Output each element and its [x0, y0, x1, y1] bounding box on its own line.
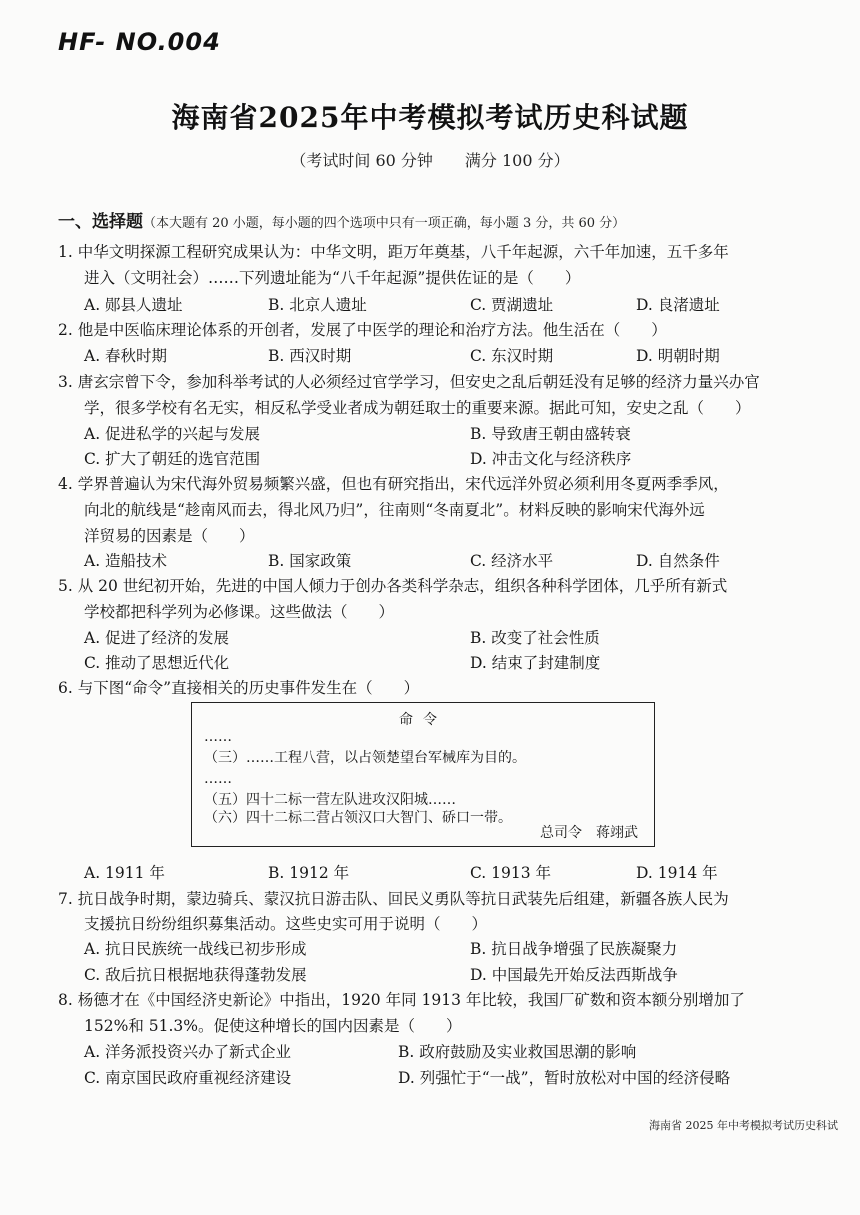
question-1-option-c: C. 贾湖遗址: [470, 296, 554, 314]
order-line-2: （三）……工程八营，以占领楚望台军械库为目的。: [204, 750, 526, 766]
question-3-line-2: 学，很多学校有名无实，相反私学受业者成为朝廷取士的重要来源。据此可知，安史之乱（ ）: [84, 399, 751, 417]
page-footer: 海南省 2025 年中考模拟考试历史科试: [649, 1119, 838, 1132]
question-1-line-1: 1. 中华文明探源工程研究成果认为：中华文明，距万年奠基，八千年起源，六千年加速，五千多年: [58, 243, 729, 261]
question-2-line-1: 2. 他是中医临床理论体系的开创者，发展了中医学的理论和治疗方法。他生活在（ ）: [58, 321, 667, 339]
paper-code: HF- NO.004: [58, 28, 221, 56]
question-8-option-b: B. 政府鼓励及实业救国思潮的影响: [398, 1043, 637, 1061]
question-7-line-1: 7. 抗日战争时期，蒙边骑兵、蒙汉抗日游击队、回民义勇队等抗日武装先后组建，新疆各族人民为: [58, 890, 729, 908]
question-4-line-2: 向北的航线是“趁南风而去，得北风乃归”，往南则“冬南夏北”。材料反映的影响宋代海外远: [84, 501, 705, 519]
question-5-line-1: 5. 从 20 世纪初开始，先进的中国人倾力于创办各类科学杂志，组织各种科学团体，几乎所有新式: [58, 577, 728, 595]
question-8-option-d: D. 列强忙于“一战”，暂时放松对中国的经济侵略: [398, 1069, 731, 1087]
question-7-option-d: D. 中国最先开始反法西斯战争: [470, 966, 678, 984]
order-title: 命令: [399, 712, 447, 728]
question-4-option-d: D. 自然条件: [636, 552, 720, 570]
question-3-option-d: D. 冲击文化与经济秩序: [470, 450, 632, 468]
question-5-line-2: 学校都把科学列为必修课。这些做法（ ）: [84, 603, 395, 621]
question-5-option-c: C. 推动了思想近代化: [84, 654, 230, 672]
order-line-4: （五）四十二标一营左队进攻汉阳城……: [204, 792, 456, 808]
section-note: （本大题有 20 小题，每小题的四个选项中只有一项正确，每小题 3 分，共 60 分）: [143, 216, 626, 231]
question-7-option-a: A. 抗日民族统一战线已初步形成: [84, 940, 307, 958]
question-8-line-1: 8. 杨德才在《中国经济史新论》中指出，1920 年同 1913 年比较，我国厂矿数和资本额分别增加了: [58, 991, 745, 1009]
question-4-line-3: 洋贸易的因素是（ ）: [84, 527, 255, 545]
question-1-option-d: D. 良渚遗址: [636, 296, 720, 314]
question-2-option-a: A. 春秋时期: [84, 347, 168, 365]
question-3-option-b: B. 导致唐王朝由盛转衰: [470, 425, 631, 443]
exam-subtitle: （考试时间 60 分钟 满分 100 分）: [290, 151, 570, 170]
question-5-option-d: D. 结束了封建制度: [470, 654, 601, 672]
question-6-option-c: C. 1913 年: [470, 864, 552, 882]
question-4-line-1: 4. 学界普遍认为宋代海外贸易频繁兴盛，但也有研究指出，宋代远洋外贸必须利用冬夏两季季风，: [58, 475, 729, 493]
question-2-option-b: B. 西汉时期: [268, 347, 352, 365]
question-1-option-b: B. 北京人遗址: [268, 296, 367, 314]
question-2-option-c: C. 东汉时期: [470, 347, 554, 365]
exam-title: 海南省2025年中考模拟考试历史科试题: [171, 101, 689, 134]
order-line-3: ……: [204, 771, 232, 787]
question-8-option-a: A. 洋务派投资兴办了新式企业: [84, 1043, 292, 1061]
question-4-option-b: B. 国家政策: [268, 552, 352, 570]
question-8-option-c: C. 南京国民政府重视经济建设: [84, 1069, 292, 1087]
question-5-option-b: B. 改变了社会性质: [470, 629, 600, 647]
question-3-line-1: 3. 唐玄宗曾下令，参加科举考试的人必须经过官学学习，但安史之乱后朝廷没有足够的经济力量兴办官: [58, 373, 760, 391]
question-2-option-d: D. 明朝时期: [636, 347, 720, 365]
question-7-option-b: B. 抗日战争增强了民族凝聚力: [470, 940, 678, 958]
order-line-5: （六）四十二标二营占领汉口大智门、硚口一带。: [204, 810, 512, 826]
question-5-option-a: A. 促进了经济的发展: [84, 629, 230, 647]
section-header: [58, 207, 625, 232]
section-heading: 一、选择题: [58, 212, 143, 232]
question-6-line-1: 6. 与下图“命令”直接相关的历史事件发生在（ ）: [58, 679, 420, 697]
question-6-option-a: A. 1911 年: [84, 864, 165, 882]
order-signature: 总司令 蒋翊武: [540, 825, 638, 841]
question-1-line-2: 进入（文明社会）……下列遗址能为“八千年起源”提供佐证的是（ ）: [84, 269, 581, 287]
question-8-line-2: 152%和 51.3%。促使这种增长的国内因素是（ ）: [84, 1017, 462, 1035]
question-7-option-c: C. 敌后抗日根据地获得蓬勃发展: [84, 966, 307, 984]
question-3-option-c: C. 扩大了朝廷的选官范围: [84, 450, 261, 468]
question-4-option-a: A. 造船技术: [84, 552, 168, 570]
question-3-option-a: A. 促进私学的兴起与发展: [84, 425, 261, 443]
question-4-option-c: C. 经济水平: [470, 552, 554, 570]
order-line-1: ……: [204, 729, 232, 745]
question-6-option-d: D. 1914 年: [636, 864, 718, 882]
question-6-option-b: B. 1912 年: [268, 864, 350, 882]
question-1-option-a: A. 郧县人遗址: [84, 296, 183, 314]
order-document-box: [191, 702, 655, 847]
question-7-line-2: 支援抗日纷纷组织募集活动。这些史实可用于说明（ ）: [84, 915, 488, 933]
